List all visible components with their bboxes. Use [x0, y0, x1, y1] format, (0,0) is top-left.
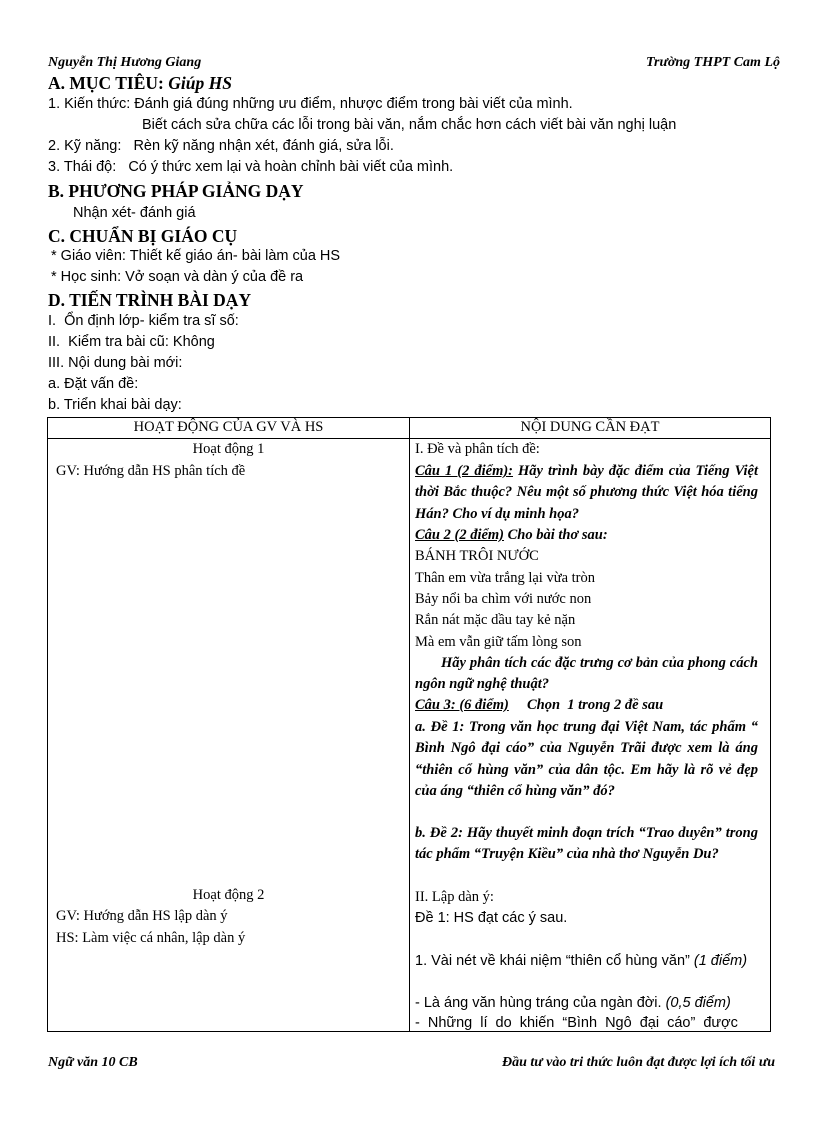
outline-point-1a [415, 993, 758, 1014]
section-c-title: C. CHUẨN BỊ GIÁO CỤ [48, 226, 238, 246]
question-3 [415, 695, 758, 716]
prep-student: * Học sinh: Vở soạn và dàn ý của đề ra [51, 269, 304, 285]
section-a-heading [48, 73, 232, 94]
section-d-title: D. TIẾN TRÌNH BÀI DẠY [48, 290, 252, 310]
objective-attitude: 3. Thái độ: Có ý thức xem lại và hoàn chỉnh bài viết của mình. [48, 159, 454, 175]
question-2-label: Câu 2 (2 điểm) [415, 527, 505, 543]
outline-point-1a-text: - Là áng văn hùng tráng của ngàn đời. [415, 995, 666, 1011]
activity-1-title: Hoạt động 1 [192, 441, 265, 457]
footer-subject: Ngữ văn 10 CB [48, 1055, 138, 1070]
section-a-title-em: Giúp HS [168, 73, 232, 93]
table-header-content: NỘI DUNG CẦN ĐẠT [520, 419, 660, 435]
activity-2-title: Hoạt động 2 [192, 887, 265, 903]
outline-point-1-text: 1. Vài nét về khái niệm “thiên cổ hùng văn” [415, 953, 694, 969]
poem-line-3: Rắn nát mặc dầu tay kẻ nặn [415, 612, 576, 628]
objective-knowledge: 1. Kiến thức: Đánh giá đúng những ưu điểm, nhược điểm trong bài viết của mình. [48, 96, 573, 112]
question-1 [415, 461, 758, 525]
question-1-label: Câu 1 (2 điểm): [415, 463, 514, 479]
activity-1-gv: GV: Hướng dẫn HS phân tích đề [56, 463, 246, 479]
process-step-2: II. Kiểm tra bài cũ: Không [48, 334, 215, 350]
poem-line-4: Mà em vẫn giữ tấm lòng son [415, 634, 582, 650]
footer-motto: Đầu tư vào tri thức luôn đạt được lợi ích tối ưu [502, 1055, 775, 1070]
poem-title: BÁNH TRÔI NƯỚC [415, 548, 539, 564]
poem-line-1: Thân em vừa trắng lại vừa tròn [415, 570, 595, 586]
process-step-3: III. Nội dung bài mới: [48, 355, 183, 371]
outline-point-1a-score: (0,5 điểm) [665, 995, 731, 1011]
lesson-table [47, 417, 771, 1032]
outline-point-1 [415, 951, 758, 972]
poem-line-2: Bảy nổi ba chìm với nước non [415, 591, 592, 607]
essay-topic-1: a. Đề 1: Trong văn học trung đại Việt Nam, tác phẩm “ Bình Ngô đại cáo” của Nguyễn Trãi được xem là áng “thiên cổ hùng văn” của dân tộc. Em hãy là rõ vẻ đẹp của áng “thiên cổ hùng văn” đó? [415, 719, 758, 799]
question-2 [415, 525, 758, 546]
outline-point-1b: - Những lí do khiến “Bình Ngô đại cáo” được [415, 1015, 738, 1031]
question-2-text: Cho bài thơ sau: [504, 527, 608, 543]
activity-2-gv: GV: Hướng dẫn HS lập dàn ý [56, 908, 228, 924]
header-author: Nguyễn Thị Hương Giang [48, 55, 202, 70]
process-step-a: a. Đặt vấn đề: [48, 376, 139, 392]
outline-intro: Đề 1: HS đạt các ý sau. [415, 910, 568, 926]
question-3-label: Câu 3: (6 điểm) [415, 697, 509, 713]
essay-topic-2: b. Đề 2: Hãy thuyết minh đoạn trích “Trao duyên” trong tác phẩm “Truyện Kiều” của nhà thơ Nguyễn Du? [415, 825, 758, 863]
process-step-1: I. Ổn định lớp- kiểm tra sĩ số: [48, 313, 239, 329]
content-section-1: I. Đề và phân tích đề: [415, 441, 540, 457]
question-1-text: Hãy trình bày đặc điểm của Tiếng Việt thời Bắc thuộc? Nêu một số phương thức Việt hóa tiếng Hán? Cho ví dụ minh họa? [415, 463, 758, 522]
table-column-divider [409, 418, 410, 1031]
outline-point-1-score: (1 điểm) [693, 953, 748, 969]
table-header-activities: HOẠT ĐỘNG CỦA GV VÀ HS [133, 419, 324, 435]
activity-2-hs: HS: Làm việc cá nhân, lập dàn ý [56, 930, 246, 946]
objective-knowledge-2: Biết cách sửa chữa các lỗi trong bài văn, nắm chắc hơn cách viết bài văn nghị luận [142, 117, 677, 133]
prep-teacher: * Giáo viên: Thiết kế giáo án- bài làm của HS [51, 248, 341, 264]
method-item: Nhận xét- đánh giá [73, 205, 196, 221]
section-a-title: A. MỤC TIÊU: [48, 73, 164, 93]
question-3-text: Chọn 1 trong 2 đề sau [508, 697, 664, 713]
content-section-2: II. Lập dàn ý: [415, 889, 494, 905]
question-2-prompt: Hãy phân tích các đặc trưng cơ bản của phong cách ngôn ngữ nghệ thuật? [415, 655, 758, 693]
objective-skill: 2. Kỹ năng: Rèn kỹ năng nhận xét, đánh giá, sửa lỗi. [48, 138, 394, 154]
section-b-title: B. PHƯƠNG PHÁP GIẢNG DẠY [48, 181, 304, 201]
process-step-b: b. Triển khai bài dạy: [48, 397, 182, 413]
header-school: Trường THPT Cam Lộ [646, 55, 780, 70]
